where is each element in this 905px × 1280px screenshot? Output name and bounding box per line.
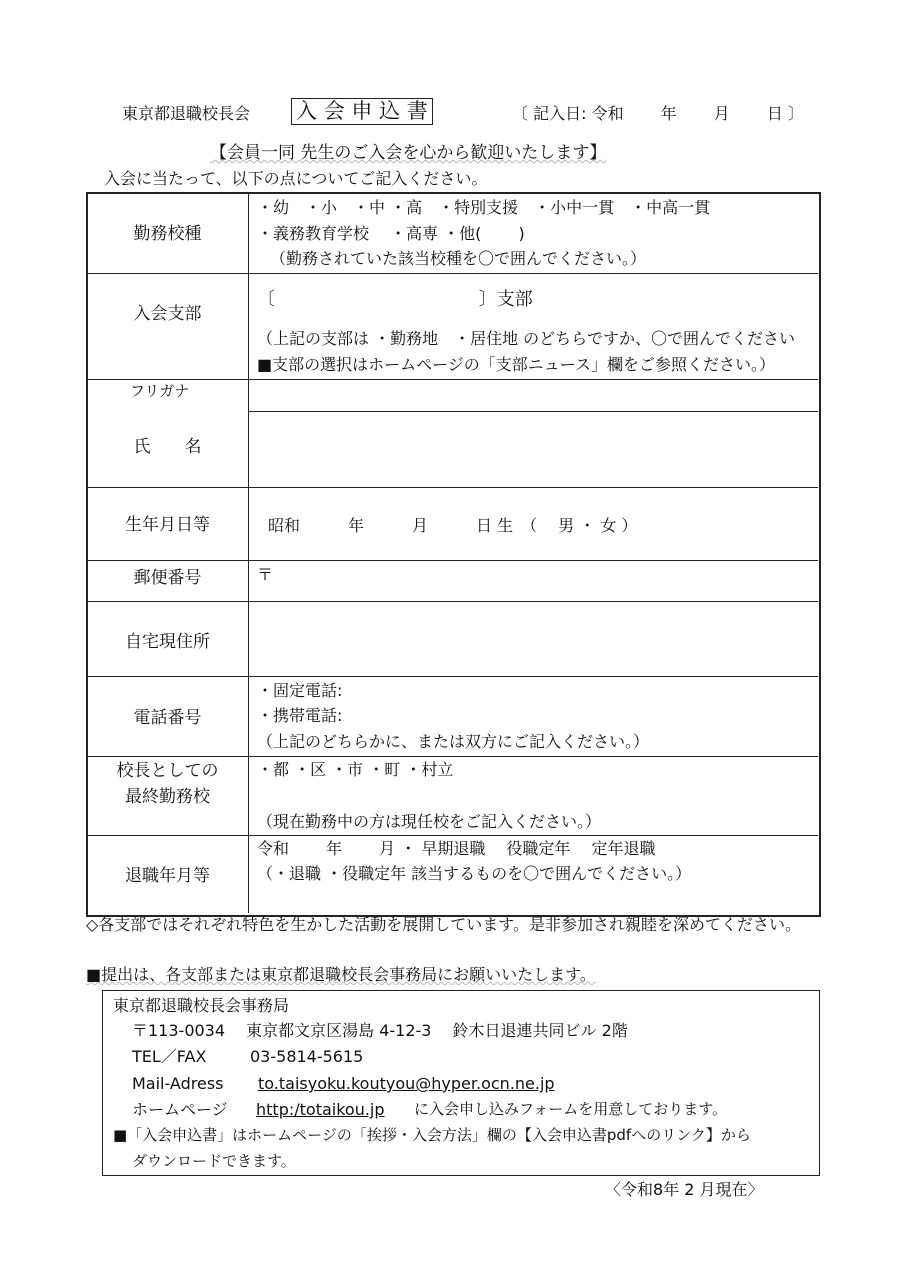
row-divider: [87, 379, 818, 380]
branch-note-2: ■支部の選択はホームページの「支部ニュース」欄をご参照ください。）: [257, 355, 775, 374]
submit-note: ■提出は、各支部または東京都退職校長会事務局にお願いいたします。: [86, 965, 596, 984]
phone-label: 電話番号: [133, 708, 202, 728]
retire-label: 退職年月等: [125, 866, 210, 886]
row-divider: [87, 676, 818, 677]
furigana-label: フリガナ: [130, 382, 190, 400]
last-school-label-1: 校長としての: [116, 761, 219, 781]
last-school-note: （現在勤務中の方は現任校をご記入ください。）: [257, 812, 602, 831]
retire-field[interactable]: 令和 年 月 ・ 早期退職 役職定年 定年退職: [257, 839, 656, 858]
last-school-type[interactable]: ・都 ・区 ・市 ・町 ・村立: [257, 760, 454, 779]
furigana-divider: [248, 411, 818, 412]
school-type-options-2[interactable]: ・義務教育学校 ・高専 ・他( ): [257, 224, 525, 243]
mail-link[interactable]: to.taisyoku.koutyou@hyper.ocn.ne.jp: [258, 1074, 555, 1093]
office-address: 〒113-0034 東京都文京区湯島 4-12-3 鈴木日退連共同ビル 2階: [132, 1021, 628, 1040]
branch-note-1: （上記の支部は ・勤務地 ・居住地 のどちらですか、〇で囲んでください: [257, 329, 796, 348]
form-title: 入 会 申 込 書: [291, 98, 433, 125]
branch-field[interactable]: 〔 〕支部: [257, 289, 533, 310]
mail-label: Mail-Adress: [132, 1074, 224, 1093]
tel-value: 03-5814-5615: [250, 1047, 364, 1066]
address-input[interactable]: [250, 603, 816, 675]
entry-date[interactable]: 〔 記入日: 令和 年 月 日 〕: [512, 104, 804, 123]
name-label: 氏 名: [133, 437, 202, 457]
homepage-link[interactable]: http:/totaikou.jp: [256, 1100, 385, 1119]
row-divider: [87, 487, 818, 488]
row-divider: [87, 756, 818, 757]
row-divider: [87, 835, 818, 836]
phone-note: （上記のどちらかに、または双方にご記入ください。）: [257, 732, 650, 751]
row-divider: [87, 601, 818, 602]
intro-text: 入会に当たって、以下の点についてご記入ください。: [104, 169, 488, 188]
download-note-2: ダウンロードできます。: [132, 1152, 296, 1170]
retire-note: （・退職 ・役職定年 該当するものを〇で囲んでください。）: [257, 864, 692, 883]
org-name: 東京都退職校長会: [122, 104, 251, 123]
homepage-note: に入会申し込みフォームを用意しております。: [414, 1100, 728, 1118]
download-note-1: ■「入会申込書」はホームページの「挨拶・入会方法」欄の【入会申込書pdfへのリンク】から: [113, 1126, 751, 1144]
mobile-field[interactable]: ・携帯電話:: [257, 706, 343, 725]
column-divider: [248, 193, 249, 913]
office-name: 東京都退職校長会事務局: [113, 996, 290, 1015]
branch-label: 入会支部: [133, 304, 202, 324]
homepage-label: ホームページ: [132, 1100, 228, 1119]
school-type-options-1[interactable]: ・幼 ・小 ・中 ・高 ・特別支援 ・小中一貫 ・中高一貫: [257, 198, 711, 217]
as-of-date: 〈令和8年 2 月現在〉: [605, 1180, 764, 1199]
row-divider: [87, 273, 818, 274]
welcome-message: 【会員一同 先生のご入会を心から歓迎いたします】: [210, 143, 607, 163]
school-type-note: （勤務されていた該当校種を〇で囲んでください。）: [270, 249, 647, 268]
tel-label: TEL／FAX: [132, 1047, 207, 1066]
birth-field[interactable]: 昭和 年 月 日 生 （ 男 ・ 女 ）: [268, 516, 638, 535]
name-input[interactable]: [250, 413, 816, 485]
row-divider: [87, 560, 818, 561]
school-type-label: 勤務校種: [133, 224, 202, 244]
birth-label: 生年月日等: [125, 515, 210, 535]
landline-field[interactable]: ・固定電話:: [257, 681, 343, 700]
address-label: 自宅現住所: [125, 632, 210, 652]
last-school-label-2: 最終勤務校: [125, 787, 210, 807]
furigana-input[interactable]: [250, 381, 816, 410]
postal-label: 郵便番号: [133, 568, 202, 588]
postal-field[interactable]: 〒: [257, 565, 274, 584]
branch-activity-note: ◇各支部ではそれぞれ特色を生かした活動を展開しています。是非参加され親睦を深めてください。: [86, 915, 802, 934]
